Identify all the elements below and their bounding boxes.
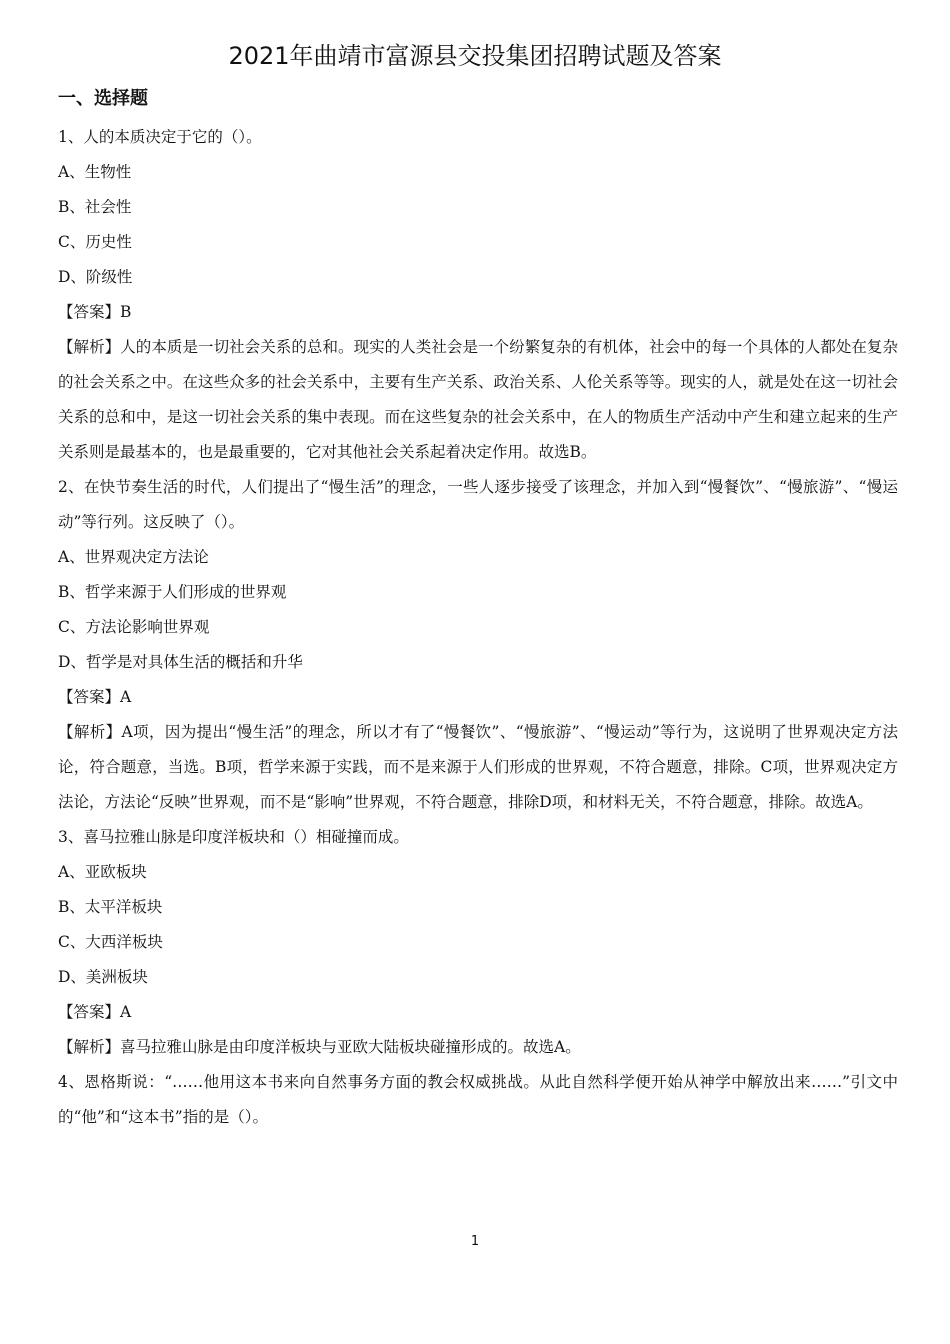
option-b: B、太平洋板块 — [58, 898, 163, 916]
option-b: B、哲学来源于人们形成的世界观 — [58, 583, 287, 601]
question-stem: 4、恩格斯说：“……他用这本书来向自然事务方面的教会权威挑战。从此自然科学便开始从神学中解放出来……”引文中的“他”和“这本书”指的是（）。 — [58, 1073, 898, 1126]
option-d: D、阶级性 — [58, 268, 133, 286]
question-1 — [58, 120, 898, 470]
question-stem: 3、喜马拉雅山脉是印度洋板块和（）相碰撞而成。 — [58, 828, 409, 846]
document-body — [58, 120, 898, 1135]
option-b: B、社会性 — [58, 198, 132, 216]
option-c: C、方法论影响世界观 — [58, 618, 210, 636]
document-title: 2021年曲靖市富源县交投集团招聘试题及答案 — [228, 42, 722, 70]
question-stem: 2、在快节奏生活的时代，人们提出了“慢生活”的理念，一些人逐步接受了该理念，并加入到“慢餐饮”、“慢旅游”、“慢运动”等行列。这反映了（）。 — [58, 478, 898, 531]
analysis: 【解析】喜马拉雅山脉是由印度洋板块与亚欧大陆板块碰撞形成的。故选A。 — [58, 1038, 581, 1056]
answer: 【答案】A — [58, 1003, 132, 1021]
option-d: D、哲学是对具体生活的概括和升华 — [58, 653, 303, 671]
page-number: 1 — [470, 1234, 480, 1249]
question-stem: 1、人的本质决定于它的（）。 — [58, 128, 262, 146]
question-2 — [58, 470, 898, 820]
question-3 — [58, 820, 898, 1065]
analysis: 【解析】A项，因为提出“慢生活”的理念，所以才有了“慢餐饮”、“慢旅游”、“慢运动”等行为，这说明了世界观决定方法论，符合题意，当选。B项，哲学来源于实践，而不是来源于人们形成的世界观，不符合题意，排除。C项，世界观决定方法论，方法论“反映”世界观，而不是“影响”世界观，不符合题意，排除D项，和材料无关，不符合题意，排除。故选A。 — [58, 723, 898, 811]
option-a: A、亚欧板块 — [58, 863, 147, 881]
option-c: C、历史性 — [58, 233, 132, 251]
option-a: A、世界观决定方法论 — [58, 548, 209, 566]
option-d: D、美洲板块 — [58, 968, 148, 986]
answer: 【答案】A — [58, 688, 132, 706]
section-heading: 一、选择题 — [58, 88, 148, 109]
option-c: C、大西洋板块 — [58, 933, 163, 951]
answer: 【答案】B — [58, 303, 132, 321]
question-4 — [58, 1065, 898, 1135]
analysis: 【解析】人的本质是一切社会关系的总和。现实的人类社会是一个纷繁复杂的有机体，社会中的每一个具体的人都处在复杂的社会关系之中。在这些众多的社会关系中，主要有生产关系、政治关系、人伦关系等等。现实的人，就是处在这一切社会关系的总和中，是这一切社会关系的集中表现。而在这些复杂的社会关系中，在人的物质生产活动中产生和建立起来的生产关系则是最基本的，也是最重要的，它对其他社会关系起着决定作用。故选B。 — [58, 338, 898, 461]
option-a: A、生物性 — [58, 163, 132, 181]
